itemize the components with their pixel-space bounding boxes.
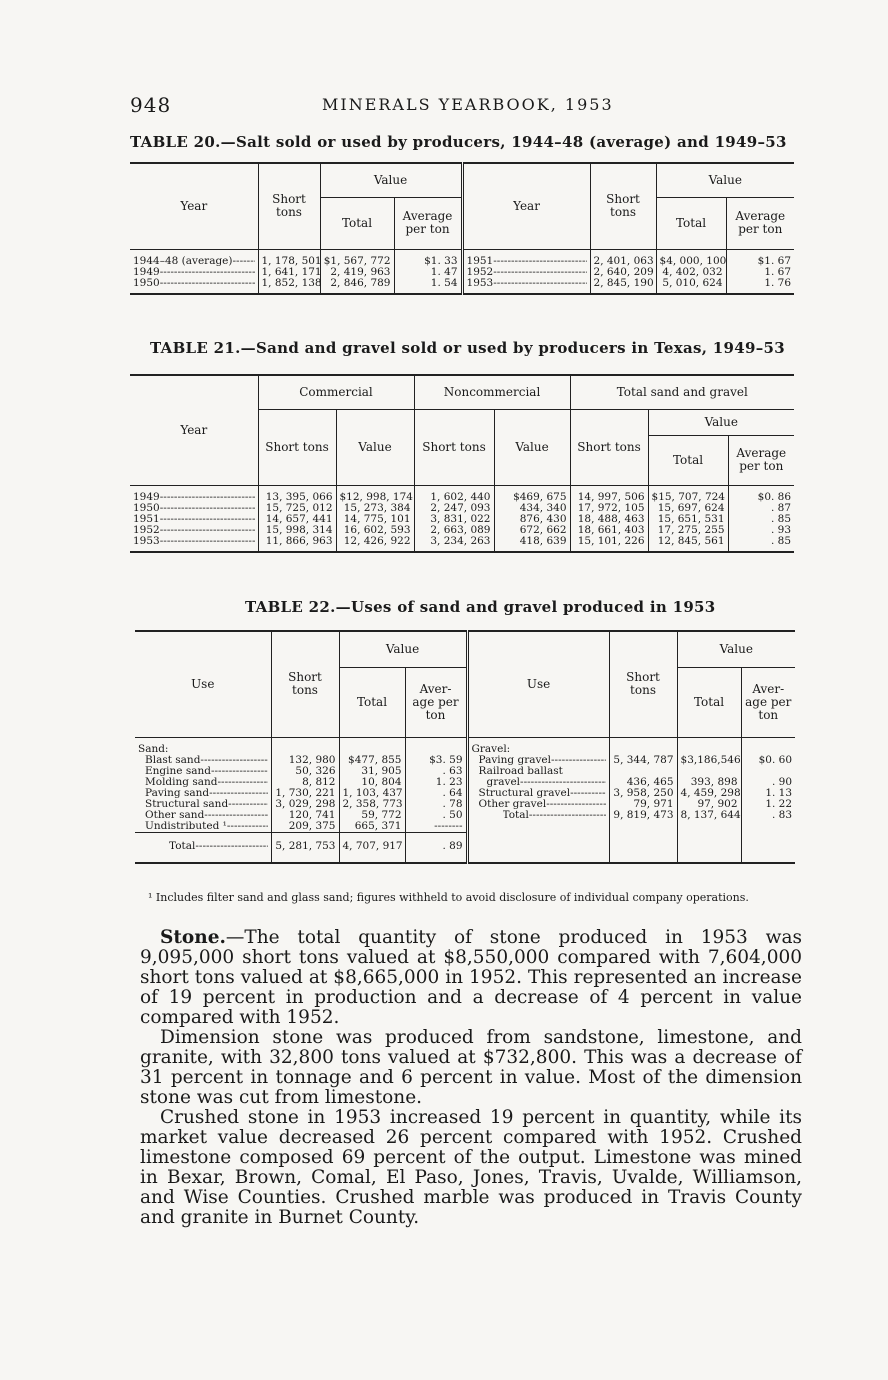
t21-row-t-total: 15, 697, 624 (648, 503, 728, 514)
t22-gravel-total: 4, 459, 298 (677, 788, 741, 799)
table22-footnote: ¹ Includes filter sand and glass sand; figures withheld to avoid disclosure of individual company operations. (148, 891, 749, 904)
t21-header-t-avg: Average per ton (728, 435, 794, 485)
t21-row-t-tons: 14, 997, 506 (570, 485, 648, 503)
t21-row-n-value: 418, 639 (494, 536, 570, 552)
t21-header-c-value: Value (336, 409, 414, 485)
t21-header-commercial: Commercial (258, 375, 414, 409)
t21-row-t-avg: . 93 (728, 525, 794, 536)
t21-header-t-value: Value (648, 409, 794, 435)
t22-gravel-tons: 5, 344, 787 (609, 755, 677, 766)
t20-row-avg: 1. 54 (394, 278, 462, 294)
t21-row-t-avg: $0. 86 (728, 485, 794, 503)
t22-gravel-total: 97, 902 (677, 799, 741, 810)
t22-header-avg: Aver- age per ton (405, 667, 467, 737)
t21-header-total-sand-gravel: Total sand and gravel (570, 375, 794, 409)
t21-row-c-value: 16, 602, 593 (336, 525, 414, 536)
paragraph-text: —The total quantity of stone produced in 1953 was 9,095,000 short tons valued at $8,550,000 compared with 7,604,000 short tons valued at $8,665,000 in 1952. This represented an increase of 19 percent in production and a decrease of 4 percent in value compared with 1952. (140, 927, 802, 1028)
table-row (135, 737, 795, 755)
t22-gravel-total: $3,186,546 (677, 755, 741, 766)
t21-row-c-tons: 11, 866, 963 (258, 536, 336, 552)
t20-row-tons: 2, 640, 209 (590, 267, 656, 278)
t20-header-year: Year (130, 163, 258, 249)
paragraph: Dimension stone was produced from sandstone, limestone, and granite, with 32,800 tons valued at $732,800. This was a decrease of 31 percent in tonnage and 6 percent in value. Most of the dimension stone was cut from limestone. (140, 1027, 802, 1108)
t22-sand-avg: . 63 (405, 766, 467, 777)
t22-sand-total: 59, 772 (339, 810, 405, 821)
t22-sand-total-tons: 5, 281, 753 (271, 832, 339, 863)
t22-header-short-tons: Short tons (271, 631, 339, 737)
t21-row-n-tons: 3, 234, 263 (414, 536, 494, 552)
t21-row-c-tons: 15, 998, 314 (258, 525, 336, 536)
t20-row-year: 1944–48 (average) ----- (133, 256, 255, 267)
t22-sand-use: Structural sand ----- (145, 799, 268, 810)
t20-row-year: 1949 ----- (133, 267, 255, 278)
running-title: MINERALS YEARBOOK, 1953 (322, 95, 614, 114)
t22-gravel-total-avg: . 83 (741, 810, 795, 821)
t22-sand-tons: 8, 812 (271, 777, 339, 788)
t20-row-year: 1952 ----- (467, 267, 587, 278)
paragraph: Crushed stone in 1953 increased 19 percent in quantity, while its market value decreased 26 percent compared with 1952. Crushed limestone composed 69 percent of the output. Limestone was mined in Bexar, Brown, Comal, El Paso, Jones, Travis, Uvalde, Williamson, and Wise Counties. Crushed marble was produced in Travis County and granite in Burnet County. (140, 1107, 802, 1228)
stone-heading: Stone. (160, 927, 226, 948)
t22-gravel-use: Paving gravel ----- (479, 755, 606, 766)
t20-row-total: 2, 419, 963 (320, 267, 394, 278)
t22-sand-avg: . 78 (405, 799, 467, 810)
table-row (130, 267, 794, 278)
t20-row-tons: 1, 852, 138 (258, 278, 320, 294)
t22-sand-total: $477, 855 (339, 755, 405, 766)
t20-row-total: 5, 010, 624 (656, 278, 726, 294)
t22-sand-use: Molding sand ----- (145, 777, 268, 788)
t21-row-year: 1953 ----- (133, 536, 255, 547)
t20-header-avg-2: Average per ton (726, 197, 794, 249)
t22-gravel-total-tons: 9, 819, 473 (609, 810, 677, 821)
t22-gravel-tons (609, 766, 677, 777)
page-number: 948 (130, 93, 172, 117)
t20-row-total: $1, 567, 772 (320, 249, 394, 267)
t22-gravel-total-value: 8, 137, 644 (677, 810, 741, 821)
t21-row-n-tons: 2, 247, 093 (414, 503, 494, 514)
table-row (130, 514, 794, 525)
t22-sand-total: 10, 804 (339, 777, 405, 788)
table-row (135, 788, 795, 799)
t21-row-t-avg: . 85 (728, 514, 794, 525)
t22-sand-label: Sand: (135, 737, 271, 755)
t21-row-year: 1950 ----- (133, 503, 255, 514)
t22-header-value: Value (339, 631, 467, 667)
t22-sand-total: 31, 905 (339, 766, 405, 777)
t22-gravel-avg: . 90 (741, 777, 795, 788)
t20-row-year: 1951 ----- (467, 256, 587, 267)
t22-sand-use: Engine sand ----- (145, 766, 268, 777)
table21-title: TABLE 21.—Sand and gravel sold or used by producers in Texas, 1949–53 (150, 339, 785, 357)
t22-header-use: Use (135, 631, 271, 737)
table-row (135, 832, 795, 863)
t21-row-t-tons: 18, 661, 403 (570, 525, 648, 536)
t21-header-year: Year (130, 375, 258, 485)
t20-row-total: $4, 000, 100 (656, 249, 726, 267)
t22-sand-tons: 1, 730, 221 (271, 788, 339, 799)
t20-row-year: 1950 ----- (133, 278, 255, 289)
body-text (140, 928, 802, 1228)
t21-header-t-total: Total (648, 435, 728, 485)
t21-row-t-avg: . 85 (728, 536, 794, 552)
t20-header-value: Value (320, 163, 462, 197)
t22-sand-total-label: Total ----- (169, 841, 268, 852)
t20-row-avg: 1. 47 (394, 267, 462, 278)
t21-row-n-tons: 2, 663, 089 (414, 525, 494, 536)
t22-sand-avg: -------- (405, 821, 467, 833)
t21-header-n-value: Value (494, 409, 570, 485)
t22-header-use-2: Use (467, 631, 609, 737)
t22-gravel-tons: 3, 958, 250 (609, 788, 677, 799)
table21 (130, 374, 794, 553)
t20-header-year-2: Year (462, 163, 590, 249)
t20-header-short-tons: Short tons (258, 163, 320, 249)
t21-row-year: 1951 ----- (133, 514, 255, 525)
t22-sand-tons: 209, 375 (271, 821, 339, 833)
t22-sand-tons: 3, 029, 298 (271, 799, 339, 810)
t20-row-tons: 1, 178, 501 (258, 249, 320, 267)
t21-row-c-value: 12, 426, 922 (336, 536, 414, 552)
t21-row-n-value: 434, 340 (494, 503, 570, 514)
t22-sand-use: Blast sand ----- (145, 755, 268, 766)
t22-sand-use: Undistributed ¹ ----- (145, 821, 268, 832)
t22-sand-avg: 1. 23 (405, 777, 467, 788)
t22-sand-total: 665, 371 (339, 821, 405, 833)
t21-row-t-tons: 17, 972, 105 (570, 503, 648, 514)
t20-header-total-2: Total (656, 197, 726, 249)
table-row (130, 536, 794, 552)
t21-row-t-tons: 15, 101, 226 (570, 536, 648, 552)
t20-header-avg: Average per ton (394, 197, 462, 249)
t20-header-value-2: Value (656, 163, 794, 197)
t21-row-t-total: 12, 845, 561 (648, 536, 728, 552)
t22-header-total-2: Total (677, 667, 741, 737)
t22-sand-tons: 50, 326 (271, 766, 339, 777)
t22-gravel-avg: 1. 13 (741, 788, 795, 799)
t22-gravel-total (677, 766, 741, 777)
t20-row-tons: 2, 401, 063 (590, 249, 656, 267)
t22-sand-total: 2, 358, 773 (339, 799, 405, 810)
t22-sand-tons: 120, 741 (271, 810, 339, 821)
t20-row-avg: 1. 76 (726, 278, 794, 294)
t22-gravel-avg: $0. 60 (741, 755, 795, 766)
t22-gravel-total: 393, 898 (677, 777, 741, 788)
table22-title: TABLE 22.—Uses of sand and gravel produced in 1953 (245, 598, 716, 616)
t21-row-n-tons: 1, 602, 440 (414, 485, 494, 503)
t20-row-avg: $1. 67 (726, 249, 794, 267)
t22-sand-avg: $3. 59 (405, 755, 467, 766)
t20-row-total: 2, 846, 789 (320, 278, 394, 294)
table-row (135, 821, 795, 833)
table-row (130, 503, 794, 514)
t21-header-c-tons: Short tons (258, 409, 336, 485)
page-header (130, 93, 790, 117)
t20-row-total: 4, 402, 032 (656, 267, 726, 278)
t22-sand-avg: . 50 (405, 810, 467, 821)
t22-gravel-total-label: Total ----- (503, 810, 606, 821)
t21-row-c-value: 15, 273, 384 (336, 503, 414, 514)
t22-sand-use: Other sand ----- (145, 810, 268, 821)
table-row (135, 777, 795, 788)
t21-row-n-value: 876, 430 (494, 514, 570, 525)
t21-row-c-value: $12, 998, 174 (336, 485, 414, 503)
t20-header-total: Total (320, 197, 394, 249)
t21-row-t-total: $15, 707, 724 (648, 485, 728, 503)
t22-gravel-avg: 1. 22 (741, 799, 795, 810)
t21-row-c-tons: 13, 395, 066 (258, 485, 336, 503)
t22-header-total: Total (339, 667, 405, 737)
t22-sand-total-avg: . 89 (405, 832, 467, 863)
t21-row-t-total: 15, 651, 531 (648, 514, 728, 525)
t22-gravel-use: Railroad ballast (478, 765, 563, 777)
table-row (135, 755, 795, 766)
t21-row-t-avg: . 87 (728, 503, 794, 514)
t21-header-t-tons: Short tons (570, 409, 648, 485)
t21-row-t-total: 17, 275, 255 (648, 525, 728, 536)
t22-sand-avg: . 64 (405, 788, 467, 799)
t22-header-avg-2: Aver- age per ton (741, 667, 795, 737)
t21-row-t-tons: 18, 488, 463 (570, 514, 648, 525)
t22-gravel-avg (741, 766, 795, 777)
table-row (130, 278, 794, 294)
t21-row-c-value: 14, 775, 101 (336, 514, 414, 525)
table-row (135, 799, 795, 810)
t22-gravel-label: Gravel: (467, 737, 609, 755)
table20-title: TABLE 20.—Salt sold or used by producers, 1944–48 (average) and 1949–53 (130, 133, 787, 151)
t22-header-short-tons-2: Short tons (609, 631, 677, 737)
t22-gravel-tons: 79, 971 (609, 799, 677, 810)
t21-row-n-tons: 3, 831, 022 (414, 514, 494, 525)
t21-row-c-tons: 15, 725, 012 (258, 503, 336, 514)
t20-row-year: 1953 ----- (467, 278, 587, 289)
t22-gravel-use: Other gravel ----- (479, 799, 606, 810)
t22-header-value-2: Value (677, 631, 795, 667)
table-row (135, 766, 795, 777)
t22-sand-total: 1, 103, 437 (339, 788, 405, 799)
t22-gravel-use: Structural gravel ----- (479, 788, 606, 799)
t21-header-n-tons: Short tons (414, 409, 494, 485)
t21-row-n-value: $469, 675 (494, 485, 570, 503)
table-row (135, 810, 795, 821)
t20-row-tons: 2, 845, 190 (590, 278, 656, 294)
table20 (130, 162, 794, 295)
table-row (130, 485, 794, 503)
t20-row-avg: 1. 67 (726, 267, 794, 278)
t21-header-noncommercial: Noncommercial (414, 375, 570, 409)
t22-sand-tons: 132, 980 (271, 755, 339, 766)
t21-row-year: 1952 ----- (133, 525, 255, 536)
t20-row-tons: 1, 641, 171 (258, 267, 320, 278)
t22-sand-total-value: 4, 707, 917 (339, 832, 405, 863)
t20-header-short-tons-2: Short tons (590, 163, 656, 249)
t21-row-year: 1949 ----- (133, 492, 255, 503)
table-row (130, 249, 794, 267)
t22-sand-use: Paving sand ----- (145, 788, 268, 799)
t21-row-c-tons: 14, 657, 441 (258, 514, 336, 525)
paragraph (140, 928, 802, 1028)
t22-gravel-use: gravel ----- (487, 777, 606, 788)
t22-gravel-tons: 436, 465 (609, 777, 677, 788)
table-row (130, 525, 794, 536)
t21-row-n-value: 672, 662 (494, 525, 570, 536)
t20-row-avg: $1. 33 (394, 249, 462, 267)
table22 (135, 630, 795, 864)
